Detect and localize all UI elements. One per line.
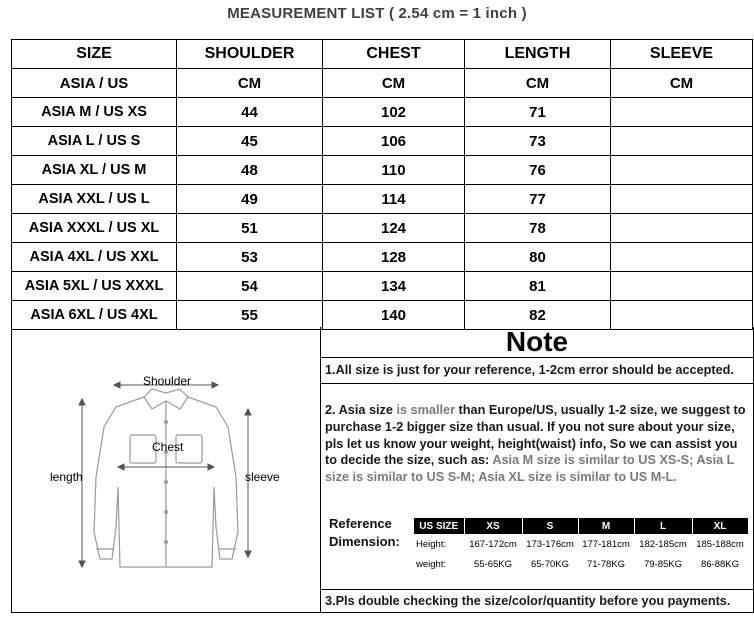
unit-shoulder: CM	[177, 69, 323, 98]
table-row	[12, 98, 753, 127]
shoulder-cell: 45	[177, 127, 323, 156]
size-cell: ASIA 4XL / US XXL	[12, 243, 177, 272]
shoulder-cell: 51	[177, 214, 323, 243]
ref-header: XS	[464, 518, 522, 534]
length-cell: 77	[465, 185, 611, 214]
note-2-part-d: Asia M size is similar to US XS-S; Asia L size is similar to US S-M; Asia XL size is similar to US M-L.	[325, 453, 735, 485]
shoulder-cell: 49	[177, 185, 323, 214]
sleeve-cell	[611, 214, 753, 243]
reference-header-row	[414, 518, 748, 534]
ref-height: 182-185cm	[639, 538, 687, 550]
chest-cell: 106	[323, 127, 465, 156]
ref-height-label: Height:	[416, 538, 447, 550]
table-header-row	[12, 40, 753, 69]
ref-height: 177-181cm	[582, 538, 630, 550]
reference-weight-row	[414, 554, 748, 574]
size-table	[11, 39, 753, 330]
note-2-part-c: than Europe/US, usually 1-2 size, we suggest to purchase 1-2 bigger size than usual. If you not sure about your size, pls let us know your weight, height(waist) info, So we can assist you to decide the size, such as:	[325, 403, 746, 468]
ref-header: M	[578, 518, 634, 534]
ref-header: XL	[692, 518, 748, 534]
col-header-sleeve: SLEEVE	[611, 40, 753, 69]
unit-length: CM	[465, 69, 611, 98]
ref-weight: 79-85KG	[643, 558, 683, 570]
shoulder-cell: 48	[177, 156, 323, 185]
note-3: 3.Pls double checking the size/color/quantity before you payments.	[325, 594, 731, 608]
ref-weight-label: weight:	[416, 558, 447, 570]
lower-section	[11, 327, 754, 613]
reference-label	[329, 515, 400, 551]
sleeve-cell	[611, 301, 753, 330]
chest-cell: 124	[323, 214, 465, 243]
sleeve-cell	[611, 243, 753, 272]
note-title: Note	[321, 327, 753, 358]
ref-header: S	[522, 518, 578, 534]
length-cell: 76	[465, 156, 611, 185]
size-cell: ASIA XXXL / US XL	[12, 214, 177, 243]
length-cell: 71	[465, 98, 611, 127]
sleeve-cell	[611, 185, 753, 214]
size-cell: ASIA XXL / US L	[12, 185, 177, 214]
length-cell: 73	[465, 127, 611, 156]
label-length: length	[50, 470, 83, 484]
label-sleeve: sleeve	[245, 470, 280, 484]
size-cell: ASIA XL / US M	[12, 156, 177, 185]
divider	[321, 589, 753, 590]
sleeve-cell	[611, 127, 753, 156]
shirt-outline-icon	[12, 327, 320, 612]
unit-sleeve: CM	[611, 69, 753, 98]
chest-cell: 134	[323, 272, 465, 301]
table-row	[12, 127, 753, 156]
size-cell: ASIA 6XL / US 4XL	[12, 301, 177, 330]
ref-header: US SIZE	[414, 518, 464, 534]
unit-size: ASIA / US	[12, 69, 177, 98]
ref-weight: 65-70KG	[530, 558, 570, 570]
shoulder-cell: 53	[177, 243, 323, 272]
chest-cell: 102	[323, 98, 465, 127]
page-title: MEASUREMENT LIST ( 2.54 cm = 1 inch )	[227, 5, 527, 22]
reference-label-2: Dimension:	[329, 534, 400, 549]
shirt-diagram	[12, 327, 321, 612]
size-cell: ASIA M / US XS	[12, 98, 177, 127]
ref-weight: 71-78KG	[586, 558, 626, 570]
chest-cell: 140	[323, 301, 465, 330]
units-row	[12, 69, 753, 98]
table-row	[12, 185, 753, 214]
label-shoulder: Shoulder	[143, 374, 192, 388]
col-header-length: LENGTH	[465, 40, 611, 69]
reference-label-1: Reference	[329, 516, 392, 531]
note-2-part-b: is smaller	[396, 403, 456, 417]
ref-height: 167-172cm	[469, 538, 517, 550]
shoulder-cell: 54	[177, 272, 323, 301]
divider	[321, 383, 753, 384]
length-cell: 82	[465, 301, 611, 330]
ref-weight: 86-88KG	[700, 558, 740, 570]
col-header-chest: CHEST	[323, 40, 465, 69]
shoulder-cell: 44	[177, 98, 323, 127]
chest-cell: 114	[323, 185, 465, 214]
length-cell: 78	[465, 214, 611, 243]
ref-height: 185-188cm	[696, 538, 744, 550]
note-1: 1.All size is just for your reference, 1-2cm error should be accepted.	[325, 363, 734, 377]
size-cell: ASIA L / US S	[12, 127, 177, 156]
length-cell: 80	[465, 243, 611, 272]
shoulder-cell: 55	[177, 301, 323, 330]
sleeve-cell	[611, 272, 753, 301]
table-row	[12, 214, 753, 243]
table-row	[12, 156, 753, 185]
ref-weight: 55-65KG	[473, 558, 513, 570]
table-row	[12, 272, 753, 301]
ref-header: L	[634, 518, 692, 534]
col-header-shoulder: SHOULDER	[177, 40, 323, 69]
length-cell: 81	[465, 272, 611, 301]
table-row	[12, 301, 753, 330]
ref-height: 173-176cm	[526, 538, 574, 550]
sleeve-cell	[611, 98, 753, 127]
note-2	[325, 402, 751, 486]
sleeve-cell	[611, 156, 753, 185]
unit-chest: CM	[323, 69, 465, 98]
chest-cell: 128	[323, 243, 465, 272]
col-header-size: SIZE	[12, 40, 177, 69]
chest-cell: 110	[323, 156, 465, 185]
label-chest: Chest	[152, 440, 184, 454]
reference-dimension-table	[414, 518, 749, 574]
size-cell: ASIA 5XL / US XXXL	[12, 272, 177, 301]
note-2-part-a: 2. Asia size	[325, 403, 397, 417]
table-row	[12, 243, 753, 272]
reference-height-row	[414, 534, 748, 554]
